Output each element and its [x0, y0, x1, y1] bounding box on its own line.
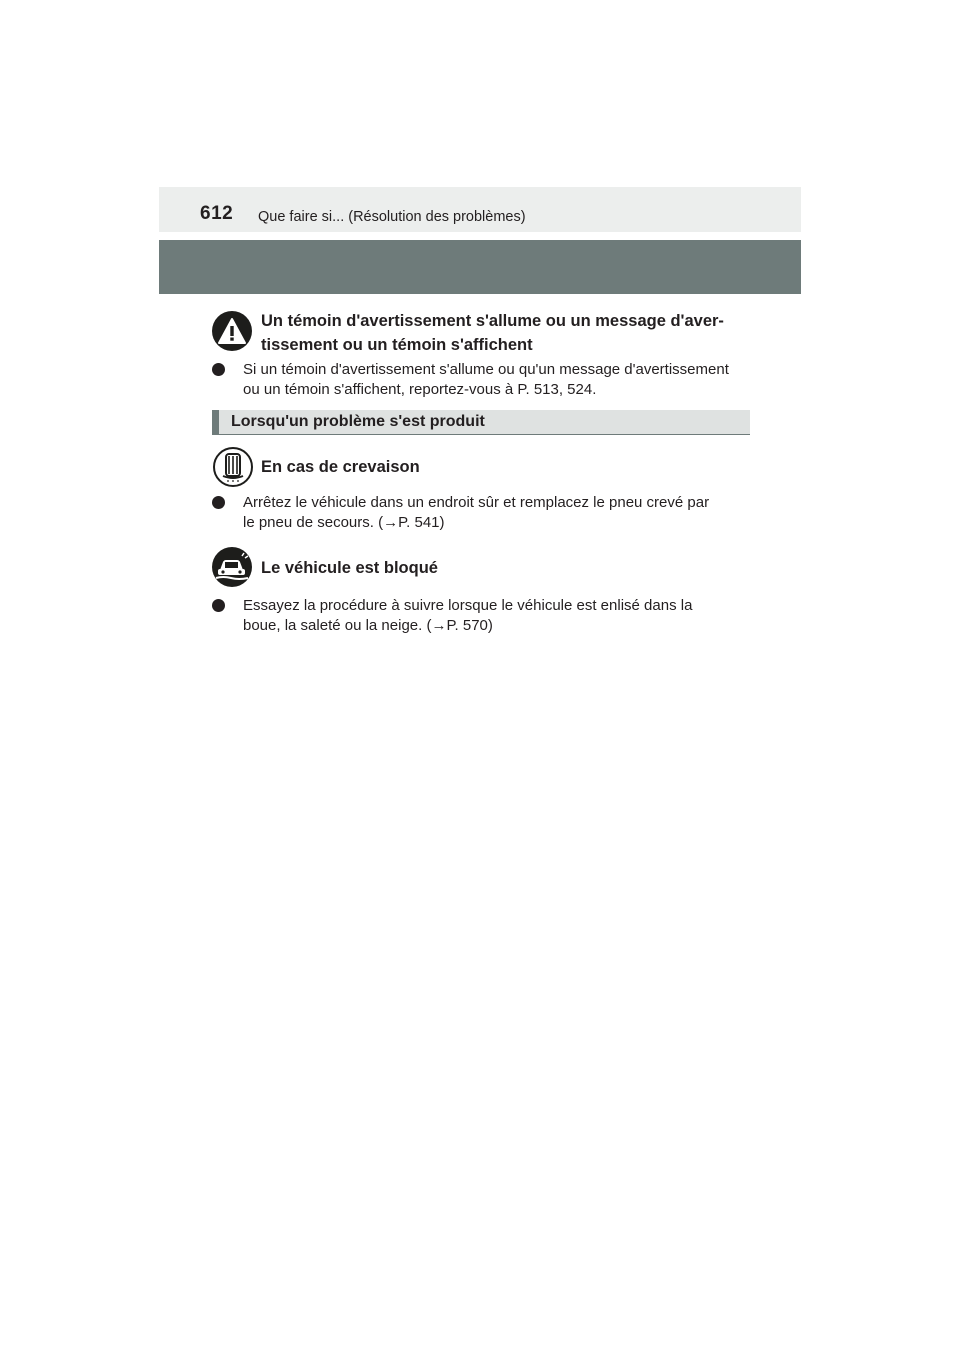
stuck-vehicle-icon: [212, 547, 252, 587]
stuck-vehicle-heading: Le véhicule est bloqué: [261, 559, 438, 577]
bullet-line: Si un témoin d'avertissement s'allume ou qu'un message d'avertissement: [243, 361, 729, 378]
subsection-header: [212, 410, 750, 435]
section-band: [159, 240, 801, 294]
bullet-line: Arrêtez le véhicule dans un endroit sûr et remplacez le pneu crevé par: [243, 494, 710, 511]
bullet-dot: [212, 599, 225, 612]
flat-tire-heading: En cas de crevaison: [261, 458, 420, 476]
chapter-title: Que faire si... (Résolution des problèmes): [258, 209, 526, 225]
warning-triangle-icon: [212, 311, 252, 351]
flat-tire-icon: [213, 447, 253, 487]
bullet-line: le pneu de secours. (→P. 541): [243, 514, 445, 531]
bullet-dot: [212, 363, 225, 376]
subsection-title: Lorsqu'un problème s'est produit: [231, 413, 485, 430]
warning-bullet: [212, 360, 750, 402]
bullet-line: ou un témoin s'affichent, reportez-vous à P. 513, 524.: [243, 381, 597, 398]
warning-heading: Un témoin d'avertissement s'allume ou un message d'aver- tissement ou un témoin s'affichent: [261, 312, 724, 354]
stuck-vehicle-bullet: [212, 596, 750, 638]
page-number: 612: [200, 203, 234, 224]
bullet-line: boue, la saleté ou la neige. (→P. 570): [243, 617, 493, 634]
bullet-line: Essayez la procédure à suivre lorsque le véhicule est enlisé dans la: [243, 597, 693, 614]
flat-tire-bullet: [212, 493, 750, 535]
bullet-dot: [212, 496, 225, 509]
